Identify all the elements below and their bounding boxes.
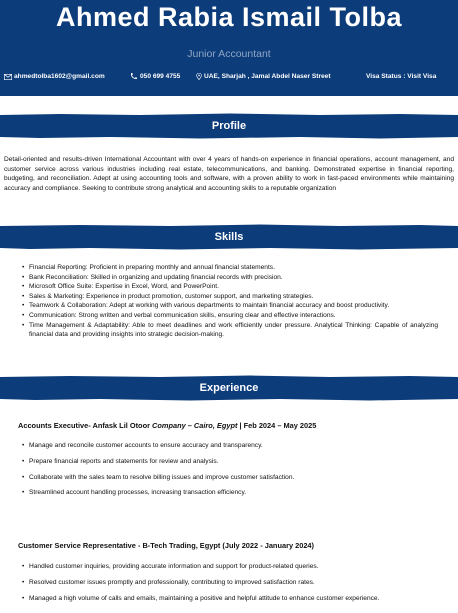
responsibility-item: • Managed a high volume of calls and emails, maintaining a positive and helpful attitude to enhance customer experience. <box>22 594 434 604</box>
skill-item: • Communication: Strong written and verbal communication skills, ensuring clear and effective interactions. <box>22 311 438 321</box>
responsibility-item: • Collaborate with the sales team to resolve billing issues and improve customer satisfaction. <box>22 473 434 483</box>
responsibility-item: • Handled customer inquiries, providing accurate information and support for product-related queries. <box>22 562 434 572</box>
profile-summary: Detail-oriented and results-driven International Accountant with over 4 years of hands-on experience in financial operations, account management, and customer service across various industries including real estate, telecommunications, and banking. Demonstrated expertise in financial reporting, budgeting, and reconciliation. Adept at using accounting tools and software, with a proven ability to work in fast-paced environments while maintaining accuracy and compliance. Seeking to contribute strong analytical and accounting skills to a reputable organization <box>4 156 454 192</box>
section-divider-stroke <box>0 246 458 251</box>
contact-phone[interactable] <box>130 73 180 80</box>
section-divider-stroke <box>0 135 458 140</box>
phone-icon <box>130 73 138 80</box>
skill-item: • Bank Reconciliation: Skilled in organizing and updating financial records with precision. <box>22 273 438 283</box>
location-text: UAE, Sharjah , Jamal Abdel Naser Street <box>204 73 331 80</box>
section-divider-stroke <box>0 397 458 402</box>
job-role-company: Accounts Executive- Anfask Lil Otoor <box>18 421 153 430</box>
candidate-name: Ahmed Rabia Ismail Tolba <box>55 2 403 32</box>
resume-header <box>0 0 458 96</box>
skills-list <box>22 263 438 340</box>
responsibility-item: • Resolved customer issues promptly and professionally, contributing to improved satisfaction rates. <box>22 578 434 588</box>
skill-item: • Financial Reporting: Proficient in preparing monthly and annual financial statements. <box>22 263 438 273</box>
email-text: ahmedtolba1602@gmail.com <box>14 73 105 80</box>
phone-text: 050 699 4755 <box>140 73 181 80</box>
skill-item: • Microsoft Office Suite: Expertise in Excel, Word, and PowerPoint. <box>22 282 438 292</box>
skill-item: • Sales & Marketing: Experience in product promotion, customer support, and marketing strategies. <box>22 292 438 302</box>
visa-status: Visa Status : Visit Visa <box>366 73 437 80</box>
job-responsibilities-list <box>22 562 434 609</box>
job-responsibilities-list <box>22 441 434 504</box>
contact-row <box>4 73 456 85</box>
job-heading <box>18 421 316 430</box>
job-role-company: Customer Service Representative - B-Tech Trading, Egypt (July 2022 - January 2024) <box>18 541 315 550</box>
contact-email[interactable] <box>4 73 105 80</box>
skills-section-heading: Skills <box>0 228 458 246</box>
job-dates: | Feb 2024 – May 2025 <box>237 421 317 430</box>
job-heading <box>18 541 314 550</box>
envelope-icon <box>4 74 12 80</box>
location-pin-icon <box>196 73 202 80</box>
contact-location <box>196 73 331 80</box>
responsibility-item: • Prepare financial reports and statements for review and analysis. <box>22 457 434 467</box>
experience-section-heading: Experience <box>0 379 458 397</box>
job-location: Company – Cairo, Egypt <box>152 421 238 430</box>
profile-section-heading: Profile <box>0 117 458 135</box>
skill-item: • Time Management & Adaptability: Able to meet deadlines and work efficiently under pressure. Analytical Thinking: Capable of analyzing financial data and providing insights into strategic decision-making. <box>22 321 438 340</box>
responsibility-item: • Manage and reconcile customer accounts to ensure accuracy and transparency. <box>22 441 434 451</box>
job-title: Junior Accountant <box>187 48 271 60</box>
skill-item: • Teamwork & Collaboration: Adept at working with various departments to maintain financial accuracy and boost productivity. <box>22 301 438 311</box>
responsibility-item: • Streamlined account handling processes, increasing transaction efficiency. <box>22 488 434 498</box>
